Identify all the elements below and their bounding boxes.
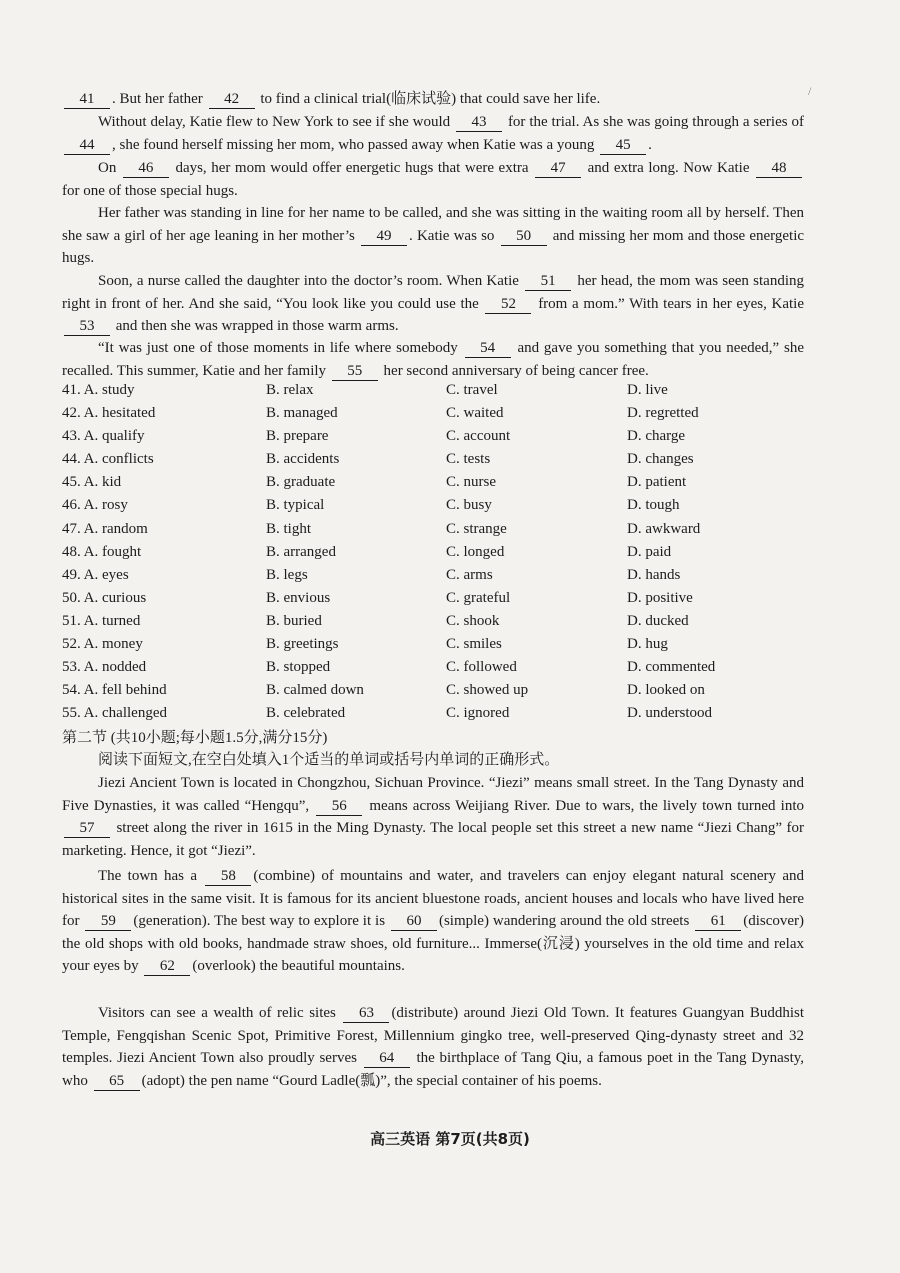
option-b[interactable]: B. buried (266, 612, 322, 629)
passage1-paragraph-6 (62, 337, 804, 382)
option-a[interactable]: 47. A. random (62, 520, 148, 537)
option-d[interactable]: D. live (627, 382, 668, 398)
option-row (62, 610, 822, 633)
option-c[interactable]: C. busy (446, 497, 492, 514)
option-row (62, 494, 822, 517)
passage2-paragraph-3 (62, 1002, 804, 1092)
option-a[interactable]: 54. A. fell behind (62, 682, 167, 699)
section2-header (62, 727, 559, 771)
text: Soon, a nurse called the daughter into the doctor’s room. When Katie (98, 273, 519, 289)
text: “It was just one of those moments in life where somebody (98, 340, 458, 356)
option-b[interactable]: B. stopped (266, 659, 331, 676)
option-c[interactable]: C. smiles (446, 636, 502, 653)
passage1-paragraph-3 (62, 157, 804, 202)
option-b[interactable]: B. accidents (266, 451, 340, 468)
blank-65[interactable]: 65 (94, 1073, 140, 1091)
option-row (62, 448, 822, 471)
option-a[interactable]: 49. A. eyes (62, 566, 129, 583)
blank-57[interactable]: 57 (64, 820, 110, 838)
text: from a mom.” With tears in her eyes, Katie (538, 295, 805, 312)
option-row (62, 402, 822, 425)
option-d[interactable]: D. commented (627, 659, 716, 676)
text: Visitors can see a wealth of relic sites (98, 1005, 336, 1021)
text: for one of those special hugs. (62, 182, 238, 199)
option-d[interactable]: D. positive (627, 589, 693, 606)
text: (simple) wandering around the old streets (438, 913, 690, 930)
option-a[interactable]: 52. A. money (62, 636, 143, 653)
passage1-paragraph-2 (62, 111, 804, 156)
option-a[interactable]: 44. A. conflicts (62, 451, 154, 468)
passage1-paragraph-5 (62, 270, 804, 338)
option-b[interactable]: B. envious (266, 589, 331, 606)
option-d[interactable]: D. understood (627, 705, 712, 722)
passage2-paragraph-1 (62, 772, 804, 862)
option-a[interactable]: 46. A. rosy (62, 497, 128, 514)
text: The town has a (98, 868, 197, 884)
option-b[interactable]: B. arranged (266, 543, 336, 560)
option-row (62, 379, 822, 402)
option-b[interactable]: B. graduate (266, 474, 336, 491)
option-row (62, 656, 822, 679)
passage1-paragraph-1 (62, 88, 804, 111)
text: and missing her mom and those energetic hugs. (62, 227, 805, 267)
blank-64[interactable]: 64 (364, 1050, 410, 1068)
option-a[interactable]: 53. A. nodded (62, 659, 147, 676)
option-a[interactable]: 45. A. kid (62, 474, 122, 491)
option-d[interactable]: D. hug (627, 636, 668, 653)
blank-49[interactable]: 49 (361, 228, 407, 246)
text: On (98, 160, 117, 176)
text: street along the river in 1615 in the Ming Dynasty. The local people set this street a new name “Jiezi Chang” for marketing. Hence, it got “Jiezi”. (62, 820, 805, 859)
option-b[interactable]: B. typical (266, 497, 325, 514)
option-b[interactable]: B. celebrated (266, 705, 346, 722)
text: the birthplace of Tang Qiu, a famous poet in the Tang Dynasty, who (62, 1050, 805, 1089)
blank-63[interactable]: 63 (343, 1005, 389, 1023)
option-d[interactable]: D. charge (627, 428, 686, 445)
blank-59[interactable]: 59 (85, 913, 131, 931)
option-row (62, 702, 822, 725)
option-b[interactable]: B. legs (266, 566, 308, 583)
answer-options (62, 379, 822, 725)
blank-54[interactable]: 54 (465, 340, 511, 358)
text: (discover) the old shops with old books, handmade straw shoes, old furniture... Immerse(沉浸) yourselves in the old time and relax your eyes by (62, 913, 805, 975)
text: Jiezi Ancient Town is located in Chongzhou, Sichuan Province. “Jiezi” means small street. In the Tang Dynasty and Five Dynasties, it was called “Hengqu”, (62, 775, 804, 814)
passage1-paragraph-4 (62, 202, 804, 270)
option-c[interactable]: C. shook (446, 612, 500, 629)
option-b[interactable]: B. managed (266, 405, 338, 422)
text: for the trial. As she was going through a series of (507, 114, 804, 130)
option-d[interactable]: D. regretted (627, 405, 699, 422)
option-d[interactable]: D. ducked (627, 612, 689, 629)
option-d[interactable]: D. tough (627, 497, 680, 514)
text: , she found herself missing her mom, who passed away when Katie was a young (112, 136, 595, 153)
option-row (62, 425, 822, 448)
blank-42[interactable]: 42 (209, 91, 255, 109)
option-row (62, 471, 822, 494)
text: (combine) of mountains and water, and travelers can enjoy elegant natural scenery and historical sites in the same visit. It is famous for its ancient bluestone roads, ancient houses and locals who have lived here for (62, 868, 805, 930)
option-c[interactable]: C. tests (446, 451, 491, 468)
option-d[interactable]: D. changes (627, 451, 694, 468)
blank-44[interactable]: 44 (64, 137, 110, 155)
text: and then she was wrapped in those warm arms. (115, 318, 399, 335)
text: her head, the mom was seen standing right in front of her. And she said, “You look like you could use the (62, 273, 804, 312)
blank-46[interactable]: 46 (123, 160, 169, 178)
text: . Katie was so (409, 227, 495, 244)
option-c[interactable]: C. travel (446, 382, 498, 398)
text: and extra long. Now Katie (587, 160, 750, 176)
option-d[interactable]: D. awkward (627, 520, 701, 537)
blank-56[interactable]: 56 (316, 798, 362, 816)
text: her second anniversary of being cancer free. (383, 362, 649, 379)
text: and gave you something that you needed,” she recalled. This summer, Katie and her family (62, 340, 805, 379)
text: days, her mom would offer energetic hugs that were extra (175, 160, 529, 176)
option-b[interactable]: B. prepare (266, 428, 329, 445)
option-row (62, 564, 822, 587)
blank-43[interactable]: 43 (456, 114, 502, 132)
option-c[interactable]: C. grateful (446, 589, 511, 606)
blank-47[interactable]: 47 (535, 160, 581, 178)
blank-45[interactable]: 45 (600, 137, 646, 155)
blank-55[interactable]: 55 (332, 363, 378, 381)
option-c[interactable]: C. arms (446, 566, 493, 583)
blank-62[interactable]: 62 (144, 958, 190, 976)
blank-52[interactable]: 52 (485, 296, 531, 314)
option-c[interactable]: C. waited (446, 405, 504, 422)
corner-mark: / (808, 84, 812, 98)
option-c[interactable]: C. ignored (446, 705, 510, 722)
option-b[interactable]: B. calmed down (266, 682, 364, 699)
text: to find a clinical trial(临床试验) that could save her life. (260, 91, 601, 107)
option-d[interactable]: D. paid (627, 543, 672, 560)
option-d[interactable]: D. hands (627, 566, 681, 583)
passage2-paragraph-2 (62, 865, 804, 978)
option-b[interactable]: B. tight (266, 520, 312, 537)
page-footer: 高三英语 第7页(共8页) (370, 1130, 530, 1148)
option-row (62, 518, 822, 541)
blank-48[interactable]: 48 (756, 160, 802, 178)
text: (overlook) the beautiful mountains. (192, 958, 405, 975)
option-row (62, 541, 822, 564)
blank-53[interactable]: 53 (64, 318, 110, 336)
option-c[interactable]: C. followed (446, 659, 517, 676)
blank-50[interactable]: 50 (501, 228, 547, 246)
option-c[interactable]: C. showed up (446, 682, 529, 699)
option-a[interactable]: 48. A. fought (62, 543, 142, 560)
option-d[interactable]: D. patient (627, 474, 687, 491)
text: (distribute) around Jiezi Old Town. It features Guangyan Buddhist Temple, Fengqishan Scenic Spot, Primitive Forest, Millennium gingko tree, well-preserved Qing-dynasty street and 32 temples. Jiezi Ancient Town also proudly serves (62, 1005, 805, 1067)
text: . (648, 136, 652, 153)
option-a[interactable]: 43. A. qualify (62, 428, 145, 445)
section2-instruction: 阅读下面短文,在空白处填入1个适当的单词或括号内单词的正确形式。 (98, 752, 560, 768)
text: . But her father (112, 91, 203, 107)
text: Her father was standing in line for her name to be called, and she was sitting in the waiting room all by herself. Then she saw a girl of her age leaning in her mother’s (62, 205, 804, 244)
blank-51[interactable]: 51 (525, 273, 571, 291)
text: Without delay, Katie flew to New York to see if she would (98, 114, 451, 130)
option-d[interactable]: D. looked on (627, 682, 705, 699)
option-a[interactable]: 41. A. study (62, 382, 135, 398)
option-b[interactable]: B. greetings (266, 636, 339, 653)
text: means across Weijiang River. Due to wars, the lively town turned into (369, 797, 804, 814)
option-c[interactable]: C. longed (446, 543, 505, 560)
option-c[interactable]: C. strange (446, 520, 507, 537)
text: (generation). The best way to explore it is (133, 913, 386, 930)
option-row (62, 587, 822, 610)
option-a[interactable]: 55. A. challenged (62, 705, 167, 722)
text: (adopt) the pen name “Gourd Ladle(瓢)”, the special container of his poems. (141, 1072, 602, 1089)
section2-heading: 第二节 (共10小题;每小题1.5分,满分15分) (62, 730, 328, 746)
option-row (62, 633, 822, 656)
blank-60[interactable]: 60 (391, 913, 437, 931)
blank-41[interactable]: 41 (64, 91, 110, 109)
blank-61[interactable]: 61 (695, 913, 741, 931)
option-row (62, 679, 822, 702)
option-b[interactable]: B. relax (266, 382, 314, 398)
blank-58[interactable]: 58 (205, 868, 251, 886)
option-c[interactable]: C. nurse (446, 474, 496, 491)
option-a[interactable]: 51. A. turned (62, 612, 141, 629)
option-a[interactable]: 50. A. curious (62, 589, 147, 606)
option-a[interactable]: 42. A. hesitated (62, 405, 156, 422)
option-c[interactable]: C. account (446, 428, 511, 445)
